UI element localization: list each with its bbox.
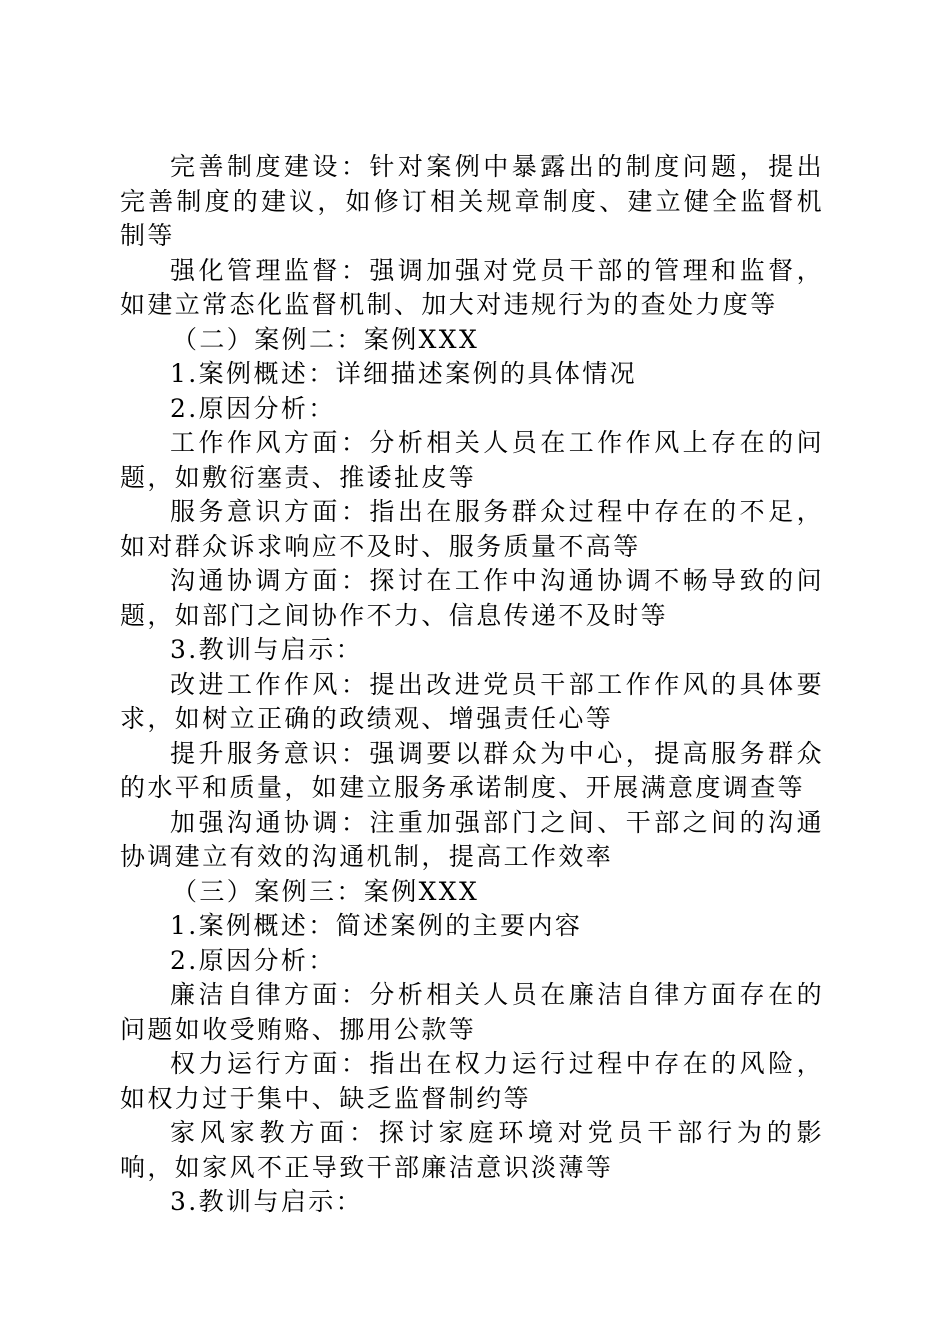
paragraph-improve-service: 提升服务意识：强调要以群众为中心，提高服务群众的水平和质量，如建立服务承诺制度、开展满意度调查等 (120, 738, 824, 802)
paragraph-service-awareness: 服务意识方面：指出在服务群众过程中存在的不足，如对群众诉求响应不及时、服务质量不高等 (120, 497, 824, 561)
paragraph-communication: 沟通协调方面：探讨在工作中沟通协调不畅导致的问题，如部门之间协作不力、信息传递不及时等 (120, 566, 824, 630)
document-body (120, 150, 824, 1220)
section-heading-case-three: （三）案例三：案例XXX (172, 876, 480, 906)
paragraph-integrity: 廉洁自律方面：分析相关人员在廉洁自律方面存在的问题如收受贿赂、挪用公款等 (120, 980, 824, 1044)
paragraph-case-two-overview: 1.案例概述：详细描述案例的具体情况 (170, 359, 638, 388)
paragraph-case-two-cause-title: 2.原因分析： (170, 393, 336, 423)
paragraph-case-three-overview: 1.案例概述：简述案例的主要内容 (170, 911, 583, 940)
paragraph-work-style: 工作作风方面：分析相关人员在工作作风上存在的问题，如敷衍塞责、推诿扯皮等 (120, 428, 824, 492)
section-heading-case-two: （二）案例二：案例XXX (172, 324, 480, 354)
paragraph-case-three-lessons-title: 3.教训与启示： (170, 1187, 364, 1216)
paragraph-case-three-cause-title: 2.原因分析： (170, 945, 336, 975)
paragraph-improve-system: 完善制度建设：针对案例中暴露出的制度问题，提出完善制度的建议，如修订相关规章制度、建立健全监督机制等 (120, 152, 824, 250)
paragraph-strengthen-communication: 加强沟通协调：注重加强部门之间、干部之间的沟通协调建立有效的沟通机制，提高工作效率 (120, 807, 824, 871)
paragraph-power-operation: 权力运行方面：指出在权力运行过程中存在的风险，如权力过于集中、缺乏监督制约等 (120, 1049, 824, 1113)
paragraph-case-two-lessons-title: 3.教训与启示： (170, 635, 364, 664)
paragraph-family-education: 家风家教方面：探讨家庭环境对党员干部行为的影响，如家风不正导致干部廉洁意识淡薄等 (120, 1118, 824, 1182)
paragraph-strengthen-supervision: 强化管理监督：强调加强对党员干部的管理和监督，如建立常态化监督机制、加大对违规行为的查处力度等 (120, 255, 824, 319)
paragraph-improve-work-style: 改进工作作风：提出改进党员干部工作作风的具体要求，如树立正确的政绩观、增强责任心等 (120, 669, 824, 733)
